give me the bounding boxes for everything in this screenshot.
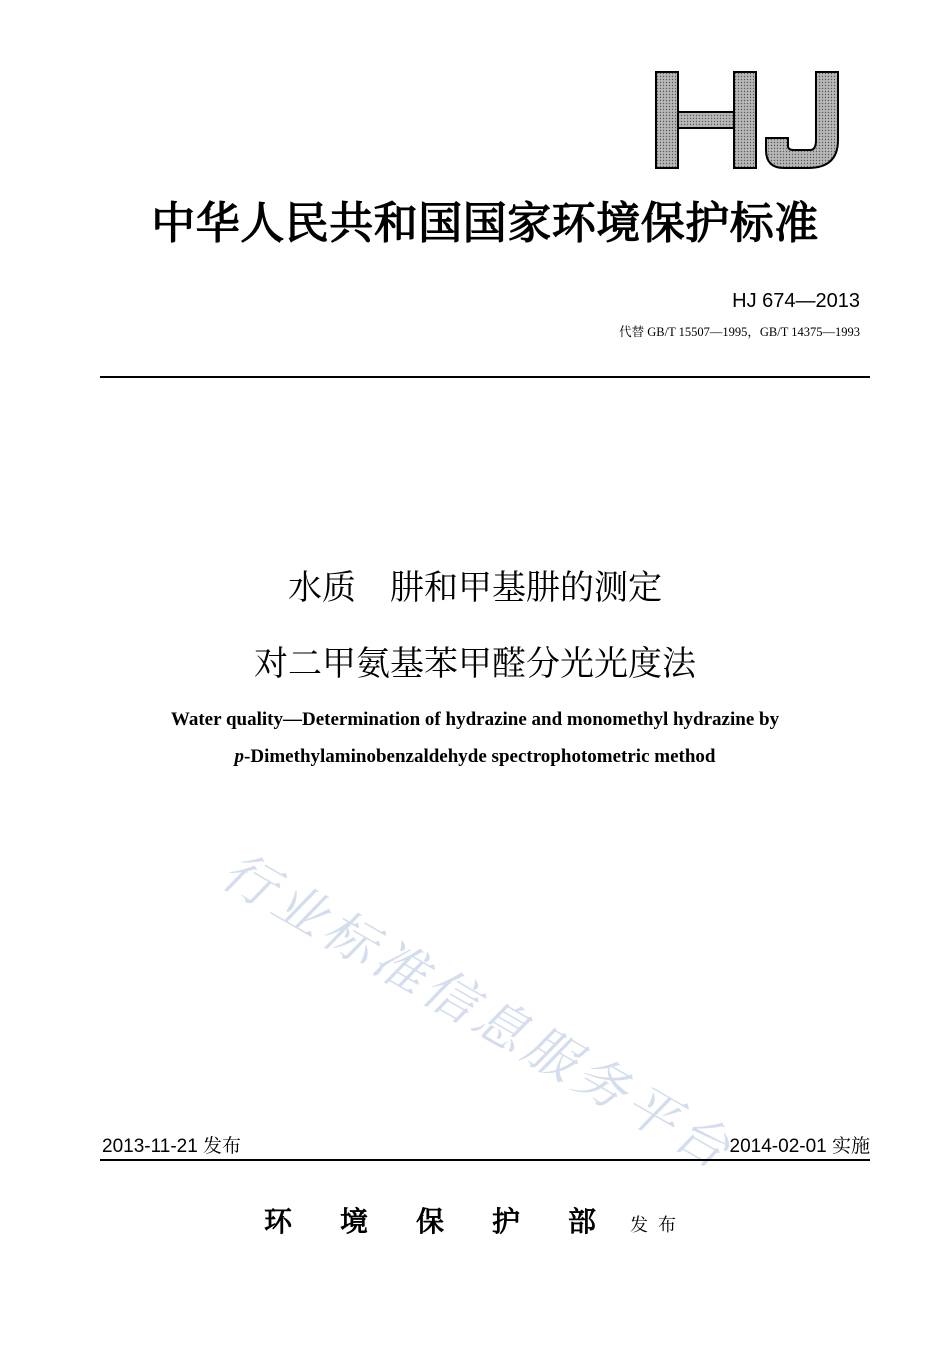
standard-category-title: 中华人民共和国国家环境保护标准 <box>151 198 819 249</box>
issuer-department: 环境保护部 <box>263 1205 644 1238</box>
watermark: 行业标准信息服务平台 <box>211 841 744 1184</box>
issuer-line <box>0 1200 950 1240</box>
hj-logo <box>650 66 850 174</box>
effective-date: 2014-02-01 实施 <box>729 1136 870 1157</box>
english-title-line-2 <box>60 746 890 768</box>
bottom-divider <box>100 1159 870 1161</box>
issue-date: 2013-11-21 发布 <box>102 1136 242 1157</box>
replaced-standards: 代替 GB/T 15507—1995，GB/T 14375—1993 <box>619 325 860 339</box>
standard-number: HJ 674—2013 <box>732 290 860 312</box>
chinese-title-line-1: 水质 肼和甲基肼的测定 <box>288 568 662 608</box>
chinese-title-line-2: 对二甲氨基苯甲醛分光光度法 <box>254 644 696 684</box>
english-title-line-2-rest: -Dimethylaminobenzaldehyde spectrophotometric method <box>244 746 716 767</box>
top-divider <box>100 376 870 378</box>
english-title-line-1: Water quality—Determination of hydrazine and monomethyl hydrazine by <box>170 709 780 730</box>
english-title-italic-prefix: p <box>234 746 245 767</box>
issuer-action: 发布 <box>630 1215 686 1236</box>
